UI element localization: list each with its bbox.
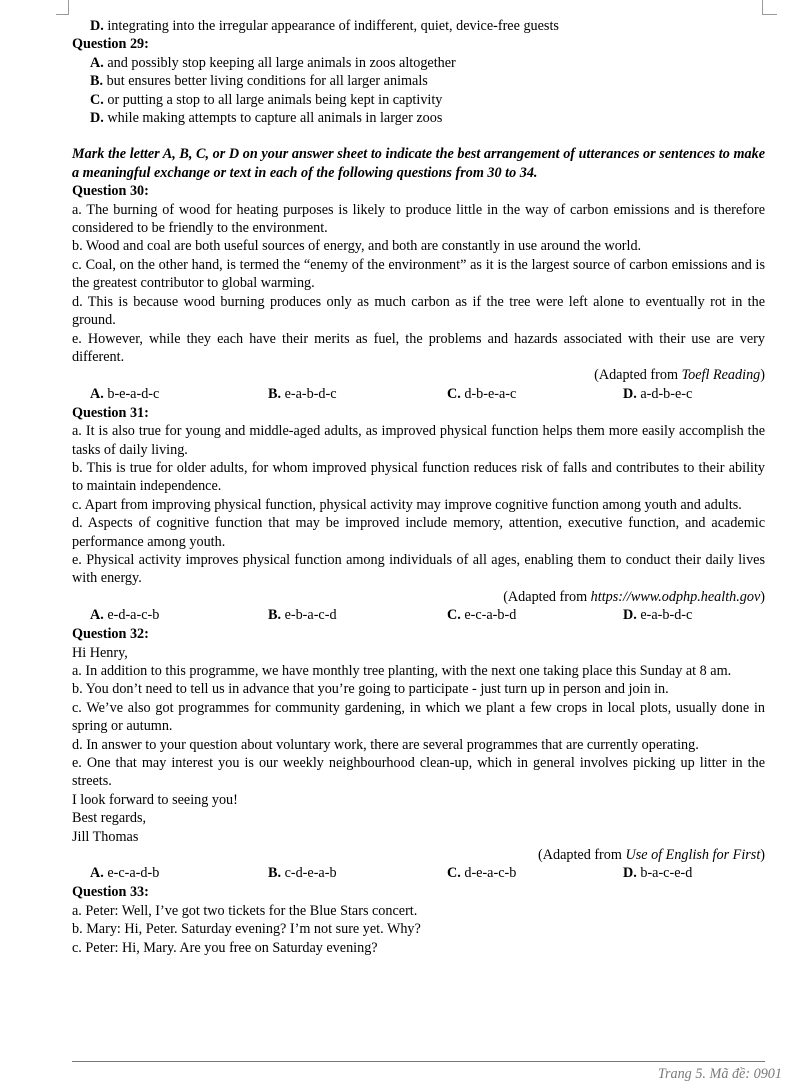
footer-divider bbox=[72, 1061, 765, 1062]
section-instruction: Mark the letter A, B, C, or D on your answer sheet to indicate the best arrangement of utterances or sentences to make a meaningful exchange or text in each of the following questions from 30 to 34. bbox=[72, 146, 765, 181]
q31-line-b: b. This is true for older adults, for whom improved physical function reduces risk of falls and contributes to their ability to maintain independence. bbox=[72, 459, 765, 495]
q31-options bbox=[72, 606, 765, 625]
q30-line-c: c. Coal, on the other hand, is termed the “enemy of the environment” as it is the largest source of carbon emissions and is the greatest contributor to global warming. bbox=[72, 256, 765, 292]
q30-line-d: d. This is because wood burning produces only as much carbon as if the tree were left alone to eventually rot in the ground. bbox=[72, 293, 765, 329]
q32-option-a: A. e-c-a-d-b bbox=[90, 865, 160, 882]
q31-option-b: B. e-b-a-c-d bbox=[268, 607, 337, 624]
q32-greeting: Hi Henry, bbox=[72, 644, 128, 661]
q33-title: Question 33: bbox=[72, 884, 149, 901]
q31-option-d: D. e-a-b-d-c bbox=[623, 607, 693, 624]
q28-option-d: D. integrating into the irregular appearance of indifferent, quiet, device-free guests bbox=[90, 18, 559, 34]
q32-title: Question 32: bbox=[72, 626, 149, 643]
q32-regards: Best regards, bbox=[72, 810, 147, 827]
q32-line-c: c. We’ve also got programmes for community gardening, in which we plant a few crops in local plots, usually done in spring or autumn. bbox=[72, 699, 765, 735]
q32-signature: Jill Thomas bbox=[72, 828, 139, 845]
q29-option-a: A. and possibly stop keeping all large animals in zoos altogether bbox=[90, 54, 456, 71]
q33-line-c: c. Peter: Hi, Mary. Are you free on Saturday evening? bbox=[72, 939, 378, 956]
q31-line-c: c. Apart from improving physical function, physical activity may improve cognitive function among youth and adults. bbox=[72, 496, 742, 513]
q31-line-e: e. Physical activity improves physical function among individuals of all ages, enabling them to conduct their daily lives with energy. bbox=[72, 551, 765, 587]
q31-option-c: C. e-c-a-b-d bbox=[447, 607, 517, 624]
q30-line-a: a. The burning of wood for heating purposes is likely to produce little in the way of carbon emissions and is therefore considered to be friendly to the environment. bbox=[72, 201, 765, 237]
q33-line-a: a. Peter: Well, I’ve got two tickets for the Blue Stars concert. bbox=[72, 902, 418, 919]
q32-line-b: b. You don’t need to tell us in advance that you’re going to participate - just turn up in person and join in. bbox=[72, 681, 669, 698]
q32-option-c: C. d-e-a-c-b bbox=[447, 865, 517, 882]
q29-option-b: B. but ensures better living conditions for all larger animals bbox=[90, 73, 428, 90]
q30-line-e: e. However, while they each have their merits as fuel, the problems and hazards associated with their use are very different. bbox=[72, 330, 765, 365]
q31-line-a: a. It is also true for young and middle-aged adults, as improved physical function helps them more easily accomplish the tasks of daily living. bbox=[72, 423, 765, 458]
crop-mark-right bbox=[762, 0, 777, 15]
q29-option-d: D. while making attempts to capture all animals in larger zoos bbox=[90, 110, 443, 127]
q31-source: (Adapted from https://www.odphp.health.gov) bbox=[503, 588, 765, 605]
page-footer: Trang 5. Mã đề: 0901 bbox=[657, 1066, 782, 1082]
q30-option-a: A. b-e-a-d-c bbox=[90, 385, 160, 402]
q30-title: Question 30: bbox=[72, 183, 149, 200]
q32-source: (Adapted from Use of English for First) bbox=[538, 847, 765, 864]
q32-option-b: B. c-d-e-a-b bbox=[268, 865, 337, 882]
q31-line-d: d. Aspects of cognitive function that may be improved include memory, attention, executive function, and academic performance among youth. bbox=[72, 515, 765, 550]
q32-line-d: d. In answer to your question about voluntary work, there are several programmes that are currently operating. bbox=[72, 736, 699, 753]
q30-option-c: C. d-b-e-a-c bbox=[447, 385, 517, 402]
q29-title: Question 29: bbox=[72, 36, 149, 53]
q32-option-d: D. b-a-c-e-d bbox=[623, 865, 693, 882]
q31-option-a: A. e-d-a-c-b bbox=[90, 607, 160, 624]
q32-options bbox=[72, 864, 765, 883]
q31-title: Question 31: bbox=[72, 404, 149, 421]
q32-line-e: e. One that may interest you is our weekly neighbourhood clean-up, which in general involves picking up litter in the streets. bbox=[72, 755, 765, 790]
page-content bbox=[72, 17, 765, 957]
q32-closing: I look forward to seeing you! bbox=[72, 791, 238, 808]
q30-option-b: B. e-a-b-d-c bbox=[268, 385, 337, 402]
q32-line-a: a. In addition to this programme, we have monthly tree planting, with the next one taking place this Sunday at 8 am. bbox=[72, 663, 732, 679]
q29-option-c: C. or putting a stop to all large animals being kept in captivity bbox=[90, 91, 443, 108]
q30-option-d: D. a-d-b-e-c bbox=[623, 385, 693, 402]
q33-line-b: b. Mary: Hi, Peter. Saturday evening? I’m not sure yet. Why? bbox=[72, 921, 421, 938]
q30-source: (Adapted from Toefl Reading) bbox=[594, 367, 765, 384]
q30-line-b: b. Wood and coal are both useful sources of energy, and both are constantly in use around the world. bbox=[72, 238, 642, 255]
crop-mark-left bbox=[56, 0, 69, 15]
q30-options bbox=[72, 385, 765, 404]
